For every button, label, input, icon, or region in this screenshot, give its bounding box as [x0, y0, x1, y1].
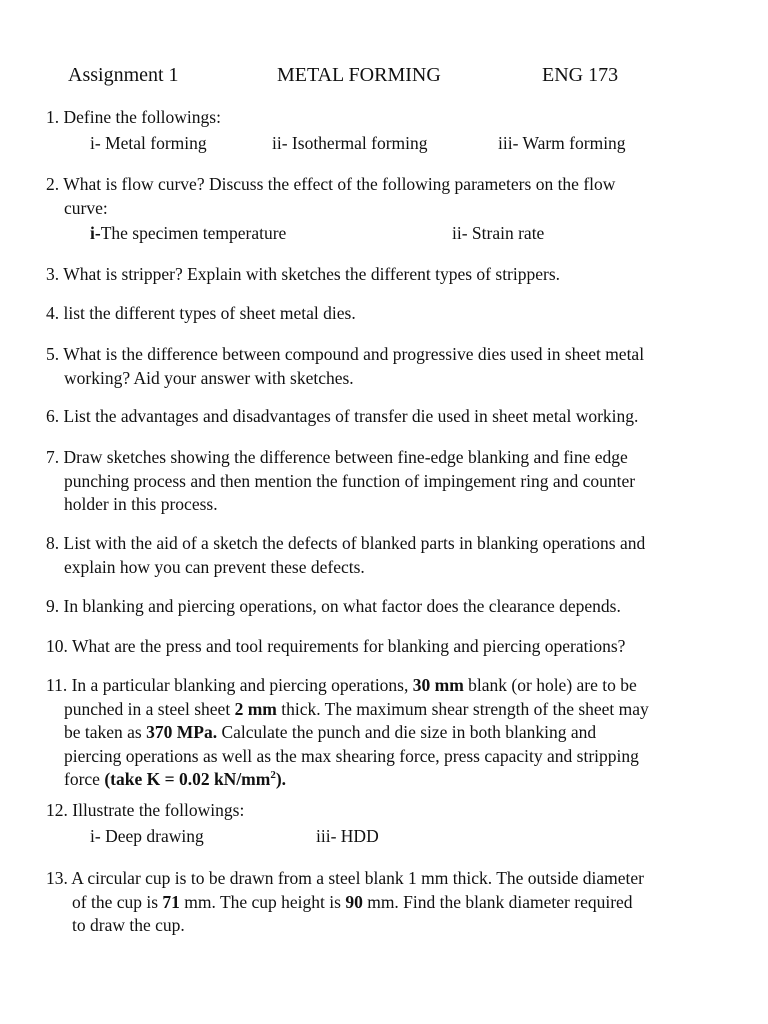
- sub-item-text: The specimen temperature: [100, 223, 287, 243]
- question-text: thick. The maximum shear strength of the sheet may: [276, 698, 649, 719]
- question-text: of the cup is: [72, 891, 163, 912]
- outside-diameter-value: 71: [162, 891, 180, 912]
- k-constant-end: ).: [275, 769, 287, 789]
- question-1: [46, 106, 722, 155]
- question-12: [46, 799, 722, 848]
- question-number: 6.: [46, 406, 60, 426]
- sub-item: i- Deep drawing: [90, 825, 204, 846]
- question-text: Draw sketches showing the difference between fine-edge blanking and fine edge: [63, 447, 628, 467]
- k-constant-text: (take K = 0.02 kN/mm: [104, 769, 271, 789]
- sheet-thickness-value: 2 mm: [234, 698, 277, 719]
- k-constant: [104, 769, 286, 789]
- question-10: [46, 635, 722, 659]
- question-3: [46, 263, 722, 287]
- question-8: [46, 532, 722, 579]
- assignment-number: Assignment 1: [68, 64, 179, 86]
- question-text: curve:: [64, 197, 108, 218]
- question-text: working? Aid your answer with sketches.: [64, 367, 354, 388]
- question-line: [46, 891, 722, 915]
- question-text: What is flow curve? Discuss the effect of the following parameters on the flow: [63, 174, 616, 194]
- course-code: ENG 173: [542, 64, 619, 86]
- question-text: to draw the cup.: [72, 915, 185, 935]
- question-number: 13.: [46, 868, 68, 888]
- question-number: 8.: [46, 533, 60, 553]
- sub-items: [46, 222, 722, 246]
- question-text: piercing operations as well as the max shearing force, press capacity and stripping: [64, 745, 639, 766]
- question-text: explain how you can prevent these defects.: [64, 556, 365, 577]
- document-header: [0, 64, 768, 90]
- question-text: In a particular blanking and piercing operations,: [71, 675, 413, 695]
- sub-item: iii- HDD: [316, 825, 379, 846]
- question-6: [46, 405, 722, 429]
- question-text: A circular cup is to be drawn from a steel blank 1 mm thick. The outside diameter: [71, 868, 644, 888]
- question-text: punching process and then mention the function of impingement ring and counter: [64, 470, 636, 491]
- question-number: 12.: [46, 800, 68, 820]
- sub-items: [46, 825, 722, 849]
- question-text: holder in this process.: [64, 494, 218, 514]
- question-line: [46, 698, 722, 722]
- question-number: 4.: [46, 303, 60, 323]
- question-text: In blanking and piercing operations, on what factor does the clearance depends.: [63, 596, 621, 616]
- question-line: [46, 721, 722, 745]
- shear-strength-value: 370 MPa.: [146, 722, 218, 742]
- question-text: be taken as: [64, 722, 147, 742]
- question-7: [46, 446, 722, 517]
- question-number: 3.: [46, 264, 60, 284]
- question-text: What are the press and tool requirements for blanking and piercing operations?: [71, 636, 626, 656]
- question-number: 11.: [46, 675, 68, 695]
- question-text: What is the difference between compound and progressive dies used in sheet metal: [63, 344, 645, 364]
- question-9: [46, 595, 722, 619]
- question-number: 7.: [46, 447, 60, 467]
- sub-item: ii- Isothermal forming: [272, 132, 428, 153]
- question-text: punched in a steel sheet: [64, 698, 235, 719]
- question-number: 9.: [46, 596, 60, 616]
- sub-items: [46, 132, 722, 156]
- question-number: 10.: [46, 636, 68, 656]
- question-5: [46, 343, 722, 390]
- sub-item: [90, 222, 452, 246]
- question-text: Illustrate the followings:: [72, 800, 245, 820]
- question-text: List with the aid of a sketch the defects of blanked parts in blanking operations and: [63, 533, 646, 553]
- sub-item-label: i-: [90, 223, 101, 243]
- question-2: [46, 173, 722, 246]
- question-line: [46, 768, 722, 792]
- sub-item: i- Metal forming: [90, 132, 207, 153]
- document-title: METAL FORMING: [277, 64, 441, 86]
- question-text: blank (or hole) are to be: [463, 675, 637, 695]
- question-text: force: [64, 769, 105, 789]
- sub-item: iii- Warm forming: [498, 132, 626, 153]
- question-13: [46, 867, 722, 938]
- question-4: [46, 302, 722, 326]
- question-number: 2.: [46, 174, 60, 194]
- blank-size-value: 30 mm: [412, 675, 464, 695]
- superscript: 2: [270, 769, 276, 782]
- question-number: 1.: [46, 107, 60, 127]
- sub-item: ii- Strain rate: [452, 223, 545, 243]
- question-text: mm. Find the blank diameter required: [362, 891, 633, 912]
- question-number: 5.: [46, 344, 60, 364]
- question-text: mm. The cup height is: [179, 891, 346, 912]
- question-text: Calculate the punch and die size in both blanking and: [217, 722, 597, 742]
- question-11: [46, 674, 722, 792]
- question-text: List the advantages and disadvantages of transfer die used in sheet metal working.: [63, 406, 639, 426]
- question-text: What is stripper? Explain with sketches the different types of strippers.: [63, 264, 561, 284]
- question-text: Define the followings:: [63, 107, 221, 127]
- question-text: list the different types of sheet metal dies.: [63, 303, 356, 323]
- cup-height-value: 90: [345, 891, 363, 912]
